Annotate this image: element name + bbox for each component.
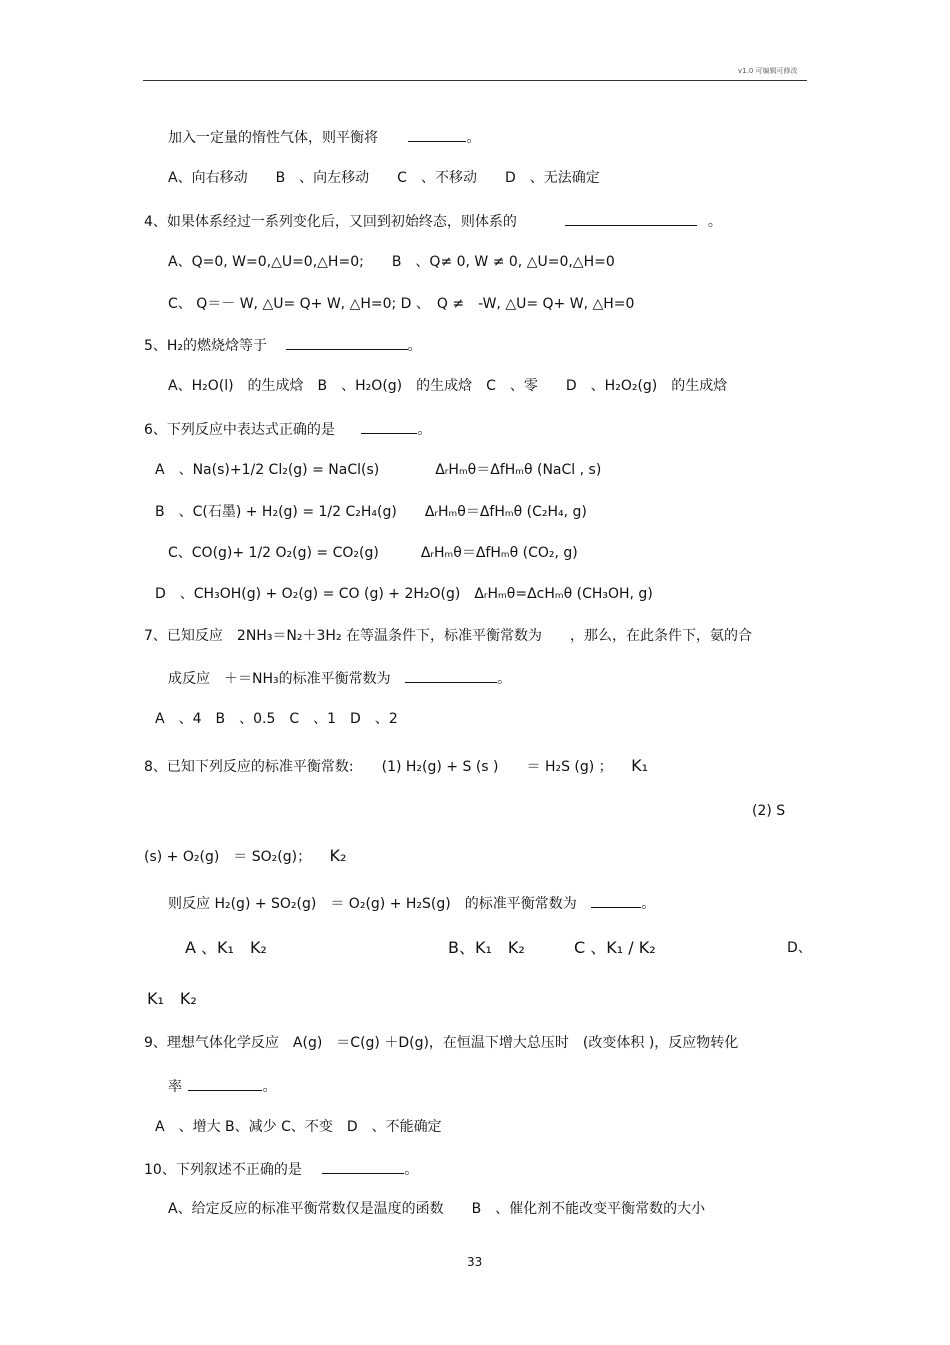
header-version-note: v1.0 可编辑可修改: [738, 67, 798, 75]
line-1: [168, 129, 480, 145]
line-10: B 、C(石墨) + H₂(g) = 1/2 C₂H₄(g) ΔᵣHₘθ＝ΔfHₘθ (C₂H₄, g): [155, 504, 587, 520]
line-16-k1: K₁: [631, 756, 649, 775]
line-6-end: 。: [407, 338, 422, 354]
line-23: [168, 1078, 276, 1094]
line-6: [144, 337, 422, 353]
answer-blank: [408, 129, 466, 142]
line-25: [144, 1161, 418, 1177]
line-20-option-b: B、K₁ K₂: [448, 938, 525, 957]
answer-blank: [565, 213, 697, 226]
line-24: A 、增大 B、减少 C、不变 D 、不能确定: [155, 1119, 442, 1135]
header-rule: [143, 80, 807, 81]
line-13: 7、已知反应 2NH₃＝N₂＋3H₂ 在等温条件下，标准平衡常数为 ，那么，在此条件下，氨的合: [144, 628, 753, 644]
answer-blank: [591, 895, 641, 908]
line-22: 9、理想气体化学反应 A(g) ＝C(g) ＋D(g)，在恒温下增大总压时 (改变体积 )，反应物转化: [144, 1035, 739, 1051]
answer-blank: [322, 1161, 404, 1174]
line-21: K₁ K₂: [147, 989, 197, 1008]
line-6-text: 5、H₂的燃烧焓等于: [144, 338, 268, 354]
line-16: [144, 758, 648, 774]
line-2: A、向右移动 B 、向左移动 C 、不移动 D 、无法确定: [168, 170, 600, 186]
line-25-end: 。: [404, 1162, 419, 1178]
line-5: C、 Q＝－ W, △U= Q+ W, △H=0; D 、 Q ≠ -W, △U= Q+ W, △H=0: [168, 296, 635, 312]
line-3-end: 。: [707, 214, 722, 230]
line-14-end: 。: [497, 671, 512, 687]
answer-blank: [361, 421, 417, 434]
line-17: (2) S: [752, 803, 786, 819]
line-15: A 、4 B 、0.5 C 、1 D 、2: [155, 711, 398, 727]
line-20-option-d: D、: [787, 940, 812, 956]
line-1-text: 加入一定量的惰性气体，则平衡将: [168, 130, 378, 146]
line-25-text: 10、下列叙述不正确的是: [144, 1162, 302, 1178]
line-23-end: 。: [262, 1079, 277, 1095]
line-20-option-a: A 、K₁ K₂: [185, 938, 267, 957]
line-8-text: 6、下列反应中表达式正确的是: [144, 422, 335, 438]
answer-blank: [188, 1078, 262, 1091]
line-4: A、Q=0, W=0,△U=0,△H=0; B 、Q≠ 0, W ≠ 0, △U=0,△H=0: [168, 254, 615, 270]
line-12: D 、CH₃OH(g) + O₂(g) = CO (g) + 2H₂O(g) ΔᵣHₘθ=ΔcHₘθ (CH₃OH, g): [155, 586, 653, 602]
line-16-text: 8、已知下列反应的标准平衡常数: (1) H₂(g) + S (s ) ＝ H₂S (g) ；: [144, 759, 613, 775]
line-3-text: 4、如果体系经过一系列变化后，又回到初始终态，则体系的: [144, 214, 517, 230]
line-1-end: 。: [466, 130, 481, 146]
line-19: [168, 895, 655, 911]
line-19-end: 。: [641, 896, 656, 912]
line-14-text: 成反应 ＋＝NH₃的标准平衡常数为: [168, 671, 391, 687]
line-11: C、CO(g)+ 1/2 O₂(g) = CO₂(g) ΔᵣHₘθ＝ΔfHₘθ (CO₂, g): [168, 545, 578, 561]
line-26: A、给定反应的标准平衡常数仅是温度的函数 B 、催化剂不能改变平衡常数的大小: [168, 1201, 706, 1217]
line-18-text: (s) + O₂(g) ＝ SO₂(g)；: [144, 849, 312, 865]
line-7: A、H₂O(l) 的生成焓 B 、H₂O(g) 的生成焓 C 、零 D 、H₂O₂(g) 的生成焓: [168, 378, 728, 394]
line-8-end: 。: [417, 422, 432, 438]
line-18-k2: K₂: [329, 846, 347, 865]
line-8: [144, 421, 431, 437]
answer-blank: [286, 337, 408, 350]
line-23-text: 率: [168, 1079, 182, 1095]
line-14: [168, 670, 511, 686]
line-20-option-c: C 、K₁ / K₂: [574, 938, 656, 957]
answer-blank: [405, 670, 497, 683]
line-19-text: 则反应 H₂(g) + SO₂(g) ＝ O₂(g) + H₂S(g) 的标准平衡常数为: [168, 896, 577, 912]
page-number: 33: [467, 1255, 483, 1269]
line-18: [144, 848, 346, 864]
line-3: [144, 213, 722, 229]
line-9: A 、Na(s)+1/2 Cl₂(g) = NaCl(s) ΔᵣHₘθ＝ΔfHₘθ (NaCl , s): [155, 462, 602, 478]
